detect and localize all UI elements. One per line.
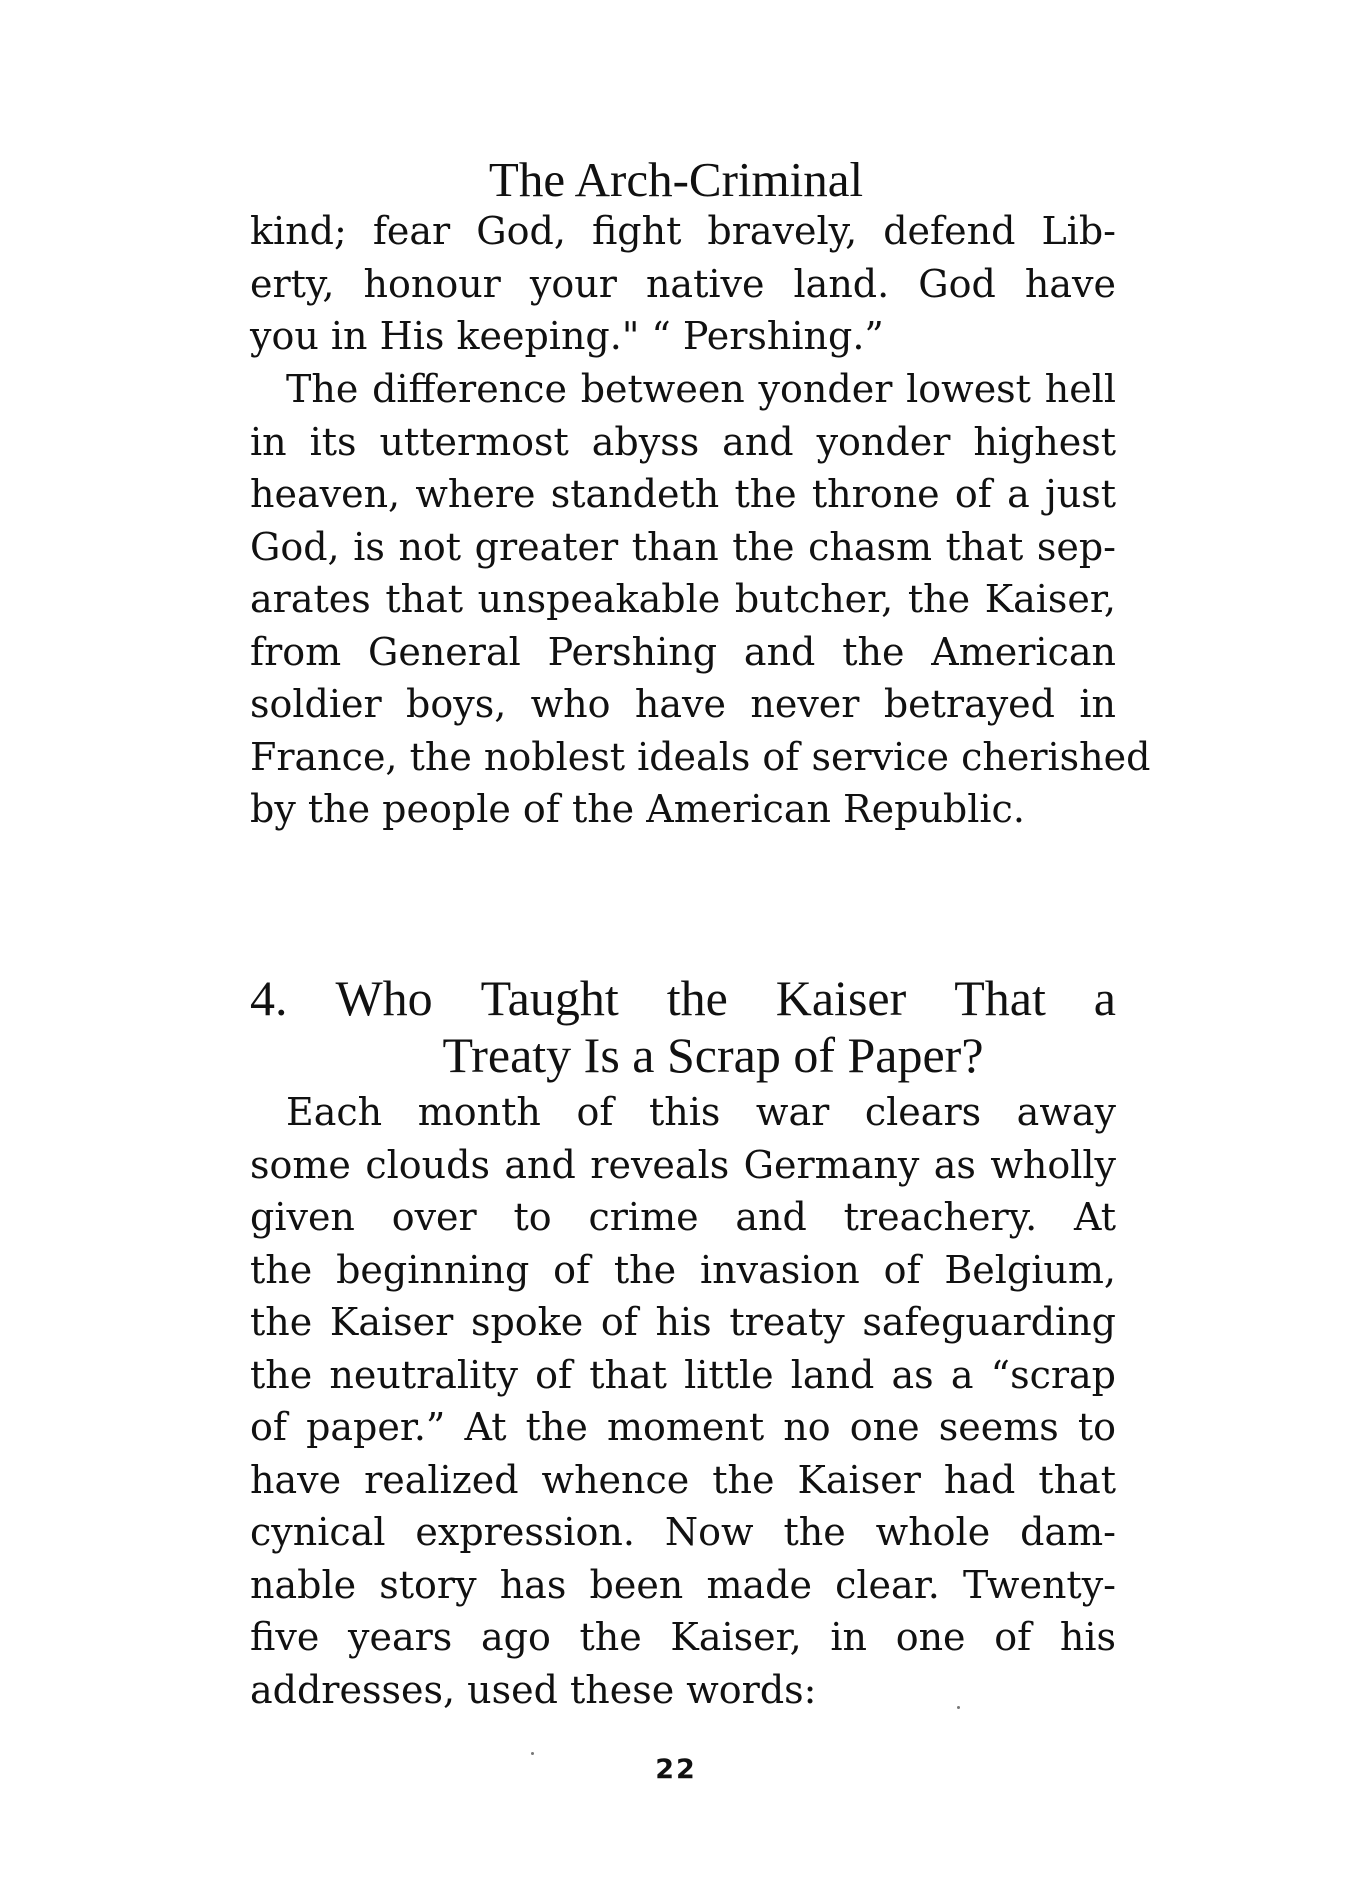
text-line: God, is not greater than the chasm that sep- xyxy=(250,524,1116,569)
text-line: kind; fear God, fight bravely, defend Lib- xyxy=(250,209,1116,253)
section-heading xyxy=(250,970,1116,1084)
heading-word: Who xyxy=(335,970,433,1026)
text-line: the Kaiser spoke of his treaty safeguarding xyxy=(250,1300,1116,1344)
text-line: Each month of this war clears away xyxy=(286,1090,1116,1134)
text-line: soldier boys, who have never betrayed in xyxy=(250,682,1116,726)
paragraph-continuation xyxy=(250,205,1116,363)
text-line: heaven, where standeth the throne of a just xyxy=(250,472,1116,516)
page-number: 22 xyxy=(655,1754,697,1785)
text-line: the neutrality of that little land as a “scrap xyxy=(250,1352,1116,1397)
text-line: some clouds and reveals Germany as wholly xyxy=(250,1142,1116,1187)
heading-word: Taught xyxy=(480,970,619,1026)
text-line: The difference between yonder lowest hell xyxy=(286,367,1116,411)
text-line: the beginning of the invasion of Belgium, xyxy=(250,1247,1116,1292)
text-line: nable story has been made clear. Twenty- xyxy=(250,1562,1116,1607)
text-line: of paper.” At the moment no one seems to xyxy=(250,1405,1116,1449)
text-line: have realized whence the Kaiser had that xyxy=(250,1457,1116,1502)
print-speck xyxy=(957,1706,960,1709)
text-line: France, the noblest ideals of service cherished xyxy=(250,734,1151,779)
heading-word: Kaiser xyxy=(775,970,907,1026)
section-number: 4. xyxy=(250,970,288,1026)
text-line: cynical expression. Now the whole dam- xyxy=(250,1510,1116,1554)
text-line: you in His keeping." “ Pershing.” xyxy=(250,314,884,358)
text-line: five years ago the Kaiser, in one of his xyxy=(250,1615,1116,1659)
section-heading-line-2: Treaty Is a Scrap of Paper? xyxy=(442,1027,984,1083)
section-heading-line-1 xyxy=(250,970,1116,1027)
text-line: in its uttermost abyss and yonder highest xyxy=(250,419,1116,464)
text-line: from General Pershing and the American xyxy=(250,629,1116,674)
text-line: arates that unspeakable butcher, the Kaiser, xyxy=(250,577,1116,621)
text-line: addresses, used these words: xyxy=(250,1667,817,1712)
heading-word: a xyxy=(1093,970,1116,1026)
text-line: erty, honour your native land. God have xyxy=(250,261,1116,306)
heading-word: That xyxy=(954,970,1046,1026)
heading-word: the xyxy=(666,970,728,1026)
paragraph-difference xyxy=(250,363,1151,836)
text-line: given over to crime and treachery. At xyxy=(250,1195,1116,1239)
running-head: The Arch-Criminal xyxy=(488,152,864,207)
text-line: by the people of the American Republic. xyxy=(250,787,1025,831)
print-speck xyxy=(531,1752,534,1755)
paragraph-each-month xyxy=(250,1086,1116,1716)
